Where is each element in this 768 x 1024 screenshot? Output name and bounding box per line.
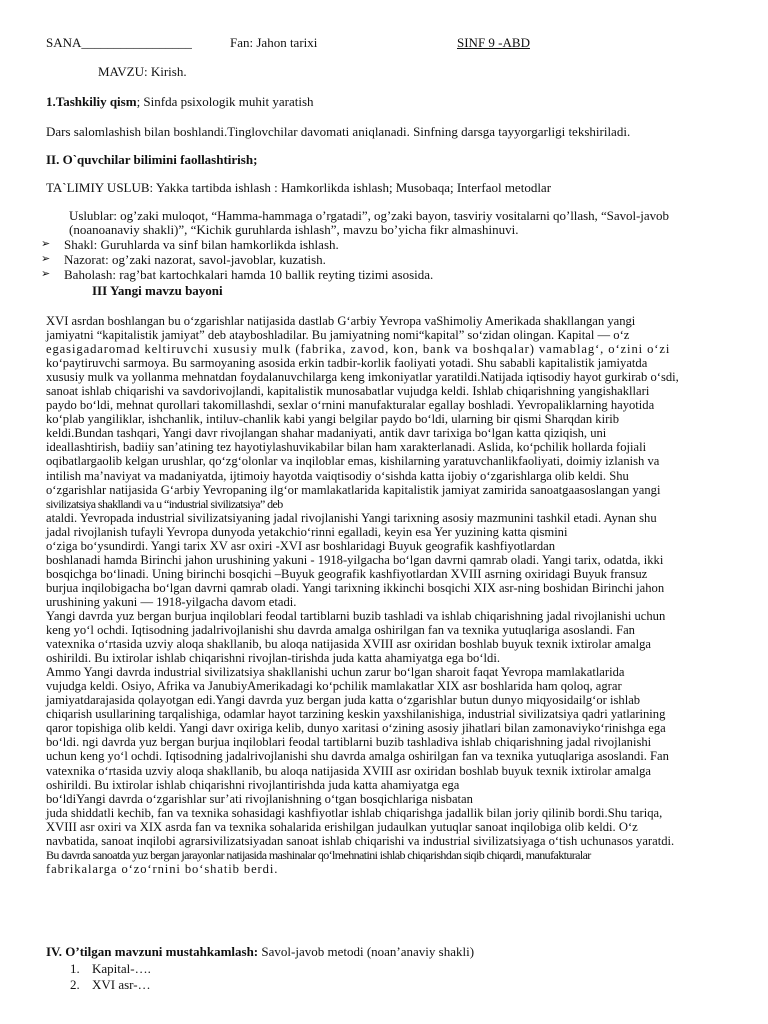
class-field: SINF 9 -ABD bbox=[457, 35, 530, 50]
body-line: jamiyatdarajasida qolayotgan edi.Yangi davrda yuz bergan juda katta o‘zgarishlar butun dunyo miqyosidailg‘or ishlab bbox=[46, 693, 641, 708]
body-line: bo‘ldi. ngi davrda yuz bergan burjua inqiloblari feodal tartiblarni buzib tashladiva ishlab chiqarishning jadal rivojlanishi bbox=[46, 735, 652, 750]
bullet-arrow-icon: ➢ bbox=[41, 268, 51, 280]
teaching-methods: TA`LIMIY USLUB: Yakka tartibda ishlash : Hamkorlikda ishlash; Musobaqa; Interfaol metodlar bbox=[46, 180, 552, 195]
body-line: xususiy mulk va yollanma mehnatdan foydalanuvchilarga keng imkoniyatlar yaratildi.Natijada iqtisodiy hayot gurkirab o‘sdi, bbox=[46, 370, 679, 385]
body-line: ataldi. Yevropada industrial sivilizatsiyaning jadal rivojlanishi Yangi tarixning asosiy mazmunini tashkil etadi. Aynan shu bbox=[46, 510, 657, 525]
body-line: XVI asrdan boshlangan bu o‘zgarishlar natijasida dastlab G‘arbiy Yevropa vaShimoliy Amerikada shakllangan yangi bbox=[46, 314, 636, 328]
section-1-text: ; Sinfda psixologik muhit yaratish bbox=[136, 94, 314, 109]
body-line: qaror topishiga olib keldi. Yangi davr oxiriga kelib, dunyo xaritasi o‘zining asosiy jihatlari bilan zamonaviyko‘rinishga ega bbox=[46, 721, 666, 736]
body-line: vujudga keldi. Osiyo, Afrika va JanubiyAmerikadagi ko‘pchilik mamlakatlar XIX asr boshlarida ham qoloq, agrar bbox=[46, 679, 622, 694]
bullet-grading: Baholash: rag’bat kartochkalari hamda 10 ballik reyting tizimi asosida. bbox=[64, 267, 434, 282]
body-line: Bu davrda sanoatda yuz bergan jarayonlar natijasida mashinalar qo‘lmehnatini ishlab chiqarishdan siqib chiqardi, manufakturalar bbox=[46, 847, 591, 862]
body-line: boshlanadi hamda Birinchi jahon urushining yakuni - 1918-yilgacha bo‘lgan davrni qamrab oladi. Yangi tarix, odatda, ikki bbox=[46, 552, 664, 567]
body-line: Ammo Yangi davrda industrial sivilizatsiya shakllanishi uchun zarur bo‘lgan sharoit faqat Yevropa mamlakatlarida bbox=[46, 665, 625, 680]
section-1-title: 1.Tashkiliy qism bbox=[46, 94, 137, 109]
body-line: vatexnika o‘rtasida uzviy aloqa shakllanib, bu aloqa natijasida XVIII asr oxiridan boshlab buyuk texnik ixtirolar amalga bbox=[46, 637, 652, 652]
body-line: urushining yakuni — 1918-yilgacha davom etadi. bbox=[46, 594, 297, 609]
body-line: bo‘ldiYangi davrda o‘zgarishlar sur’ati rivojlanishning o‘tgan bosqichlariga nisbatan bbox=[46, 791, 473, 806]
date-field: SANA_________________ bbox=[46, 35, 192, 50]
body-line: bosqichga bo‘linadi. Uning birinchi bosqichi –Buyuk geografik kashfiyotlardan XVIII asrning oxiridagi Buyuk fransuz bbox=[46, 566, 648, 581]
body-line: vatexnika o‘rtasida uzviy aloqa shakllanib, bu aloqa natijasida XVIII asr oxiridan boshlab buyuk texnik ixtirolar amalga bbox=[46, 763, 652, 778]
body-line: oqibatlargaolib kelgan urushlar, qo‘zg‘olonlar va inqiloblar emas, kishilarning yaratuvchanlikfaoliyati, doimiy izlanish va bbox=[46, 454, 660, 469]
body-line: keldi.Bundan tashqari, Yangi davr rivojlangan shahar madaniyati, antik davr tarixiga bo‘lgan katta qiziqish, uni bbox=[46, 426, 607, 441]
list-number: 2. bbox=[70, 977, 80, 992]
topic-title: MAVZU: Kirish. bbox=[98, 64, 187, 79]
body-line: fabrikalarga o‘zo‘rnini bo‘shatib berdi. bbox=[46, 861, 279, 876]
section-4-text: Savol-javob metodi (noan’anaviy shakli) bbox=[258, 944, 475, 959]
section-4 bbox=[46, 944, 474, 959]
list-number: 1. bbox=[70, 961, 80, 976]
body-line: intilish ma’naviyat va madaniyatda, ijtimoiy hayotda vaiqtisodiy o‘sishda katta ijobiy o‘zgarishlarga olib keldi. Shu bbox=[46, 468, 629, 483]
body-line: oshirildi. Bu ixtirolar ishlab chiqarishni rivojlan-tirishda juda katta ahamiyatga ega bo‘ldi. bbox=[46, 651, 500, 666]
body-line: navbatida, sanoat inqilobi agrarsivilizatsiyadan sanoat ishlab chiqarishi va industrial sivilizatsiyaga o‘tish uchunasos yaratdi. bbox=[46, 833, 675, 848]
body-line: paydo bo‘ldi, mehnat qurollari takomillashdi, sexlar o‘rnini manufakturalar egallay boshladi. Yevropaliklarning hayotida bbox=[46, 398, 655, 413]
body-line: o‘ziga bo‘ysundirdi. Yangi tarix XV asr oxiri -XVI asr boshlaridagi Buyuk geografik kashfiyotlardan bbox=[46, 538, 556, 553]
body-line: ideallashtirish, badiiy san’atining tez hayotiylashuvikabilar bilan ham xarakterlanadi. Aslida, ko‘pchilik hollarda fojiali bbox=[46, 440, 647, 455]
question-item: Kapital-…. bbox=[92, 961, 151, 976]
body-line: egasigadaromad keltiruvchi xususiy mulk (fabrika, zavod, kon, bank va boshqalar) vamablag‘, o‘zini o‘zi bbox=[46, 342, 671, 357]
bullet-form: Shakl: Guruhlarda va sinf bilan hamkorlikda ishlash. bbox=[64, 237, 339, 252]
body-line: Yangi davrda yuz bergan burjua inqiloblari feodal tartiblarni buzib tashladi va ishlab chiqarishning jadal rivojlanishi uchun bbox=[46, 608, 666, 623]
body-line: chiqarish usullarining tarqalishiga, odamlar hayot tarzining keskin yaxshilanishiga, industrial sivilizatsiya qadri yatlarining bbox=[46, 707, 666, 722]
body-line: ko‘paytiruvchi sarmoya. Bu sarmoyaning asosida erkin tadbir-korlik faoliyati yotadi. Shu sababli kapitalistik jamiyatda bbox=[46, 356, 648, 371]
methods-line-1: Uslublar: og’zaki muloqot, “Hamma-hammaga o’rgatadi”, og’zaki bayon, tasviriy vositalarni qo’llash, “Savol-javob bbox=[69, 208, 669, 223]
body-line: keng yo‘l ochdi. Iqtisodning jadalrivojlanishi shu davrda amalga oshirilgan fan va texnika yutuqlariga asoslandi. Fan bbox=[46, 623, 635, 638]
body-line: burjua inqilobigacha bo‘lgan davrni qamrab oladi. Yangi tarixning ikkinchi bosqichi XIX asr-ning boshidan Birinchi jahon bbox=[46, 580, 665, 595]
body-line: XVIII asr oxiri va XIX asrda fan va texnika sohalarida erishilgan judaulkan yutuqlar sanoat inqilobiga olib keldi. O‘z bbox=[46, 819, 638, 834]
body-line: sivilizatsiya shakllandi va u “industrial sivilizatsiya” deb bbox=[46, 496, 283, 511]
section-2-title: II. O`quvchilar bilimini faollashtirish; bbox=[46, 152, 258, 167]
body-line: sanoat ishlab chiqarishi va savdorivojlandi, kapitalistik munosabatlar vujudga keldi. Ishlab chiqarishning yangishakllari bbox=[46, 384, 650, 399]
body-line: uchun keng yo‘l ochdi. Iqtisodning jadalrivojlanishi shu davrda amalga oshirilgan fan va texnika yutuqlariga asoslandi. Fan bbox=[46, 749, 669, 764]
intro-paragraph: Dars salomlashish bilan boshlandi.Tinglovchilar davomati aniqlanadi. Sinfning darsga tayyorgarligi tekshiriladi. bbox=[46, 124, 631, 139]
section-3-title: III Yangi mavzu bayoni bbox=[92, 283, 223, 298]
methods-line-2: (noanoanaviy shakli)”, “Kichik guruhlarda ishlash”, mavzu bo’yicha fikr almashinuvi. bbox=[69, 222, 519, 237]
bullet-arrow-icon: ➢ bbox=[41, 238, 51, 250]
bullet-control: Nazorat: og’zaki nazorat, savol-javoblar, kuzatish. bbox=[64, 252, 326, 267]
body-line: ko‘plab yangiliklar, ishchanlik, intiluv-chanlik kabi yangi belgilar paydo bo‘ldi, ularning bir qismi Sharqdan kirib bbox=[46, 412, 620, 427]
question-item: XVI asr-… bbox=[92, 977, 151, 992]
section-1 bbox=[46, 94, 314, 109]
subject-field: Fan: Jahon tarixi bbox=[230, 35, 318, 50]
section-4-title: IV. O’tilgan mavzuni mustahkamlash: bbox=[46, 944, 259, 959]
body-line: oshirildi. Bu ixtirolar ishlab chiqarishni rivojlantirishda juda katta ahamiyatga ega bbox=[46, 777, 460, 792]
body-line: jamiyatni “kapitalistik jamiyat” deb atayboshladilar. Bu jamiyatning nomi“kapital” so‘zidan olingan. Kapital — o‘z bbox=[46, 328, 630, 343]
body-line: juda shiddatli kechib, fan va texnika sohasidagi kashfiyotlar ishlab chiqarishga jadallik bilan joriy qilinib bordi.Shu tariqa, bbox=[46, 805, 663, 820]
body-line: jadal rivojlanish tufayli Yevropa dunyoda yetakchio‘rinni egalladi, keyin esa Yer yuzining katta qismini bbox=[46, 524, 568, 539]
body-line: o‘zgarishlar natijasida G‘arbiy Yevropaning ilg‘or mamlakatlarida kapitalistik jamiyat zamirida sanoatgaasoslangan yangi bbox=[46, 482, 661, 497]
lesson-body-text bbox=[46, 314, 746, 876]
bullet-arrow-icon: ➢ bbox=[41, 253, 51, 265]
